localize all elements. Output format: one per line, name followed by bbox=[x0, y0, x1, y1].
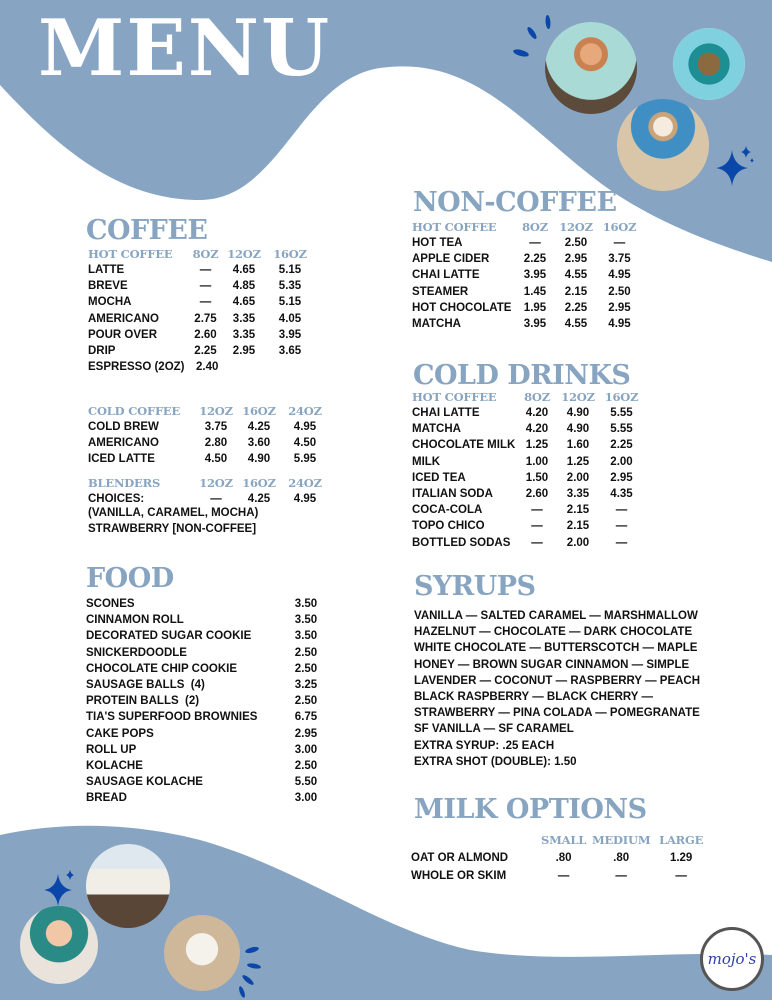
syrups-list bbox=[414, 608, 700, 770]
table-row: TIA'S SUPERFOOD BROWNIES 6.75 bbox=[86, 711, 318, 724]
table-header: HOT COFFEE 8OZ 12OZ 16OZ bbox=[412, 220, 637, 234]
table-row: KOLACHE 2.50 bbox=[86, 759, 318, 772]
table-row: AMERICANO 2.75 3.35 4.05 bbox=[88, 312, 302, 325]
table-row: ITALIAN SODA 2.60 3.35 4.35 bbox=[412, 488, 633, 501]
table-row: SNICKERDOODLE 2.50 bbox=[86, 646, 318, 659]
syrup-line: BLACK RASPBERRY — BLACK CHERRY — bbox=[414, 691, 653, 704]
syrup-line: VANILLA — SALTED CARAMEL — MARSHMALLOW bbox=[414, 610, 698, 622]
table-row: CHOCOLATE CHIP COOKIE 2.50 bbox=[86, 662, 318, 675]
table-row: DECORATED SUGAR COOKIE 3.50 bbox=[86, 630, 318, 643]
cold-coffee-table bbox=[88, 403, 328, 468]
table-row: CAKE POPS 2.95 bbox=[86, 727, 318, 740]
table-row: LATTE — 4.65 5.15 bbox=[88, 264, 302, 277]
syrup-line: HAZELNUT — CHOCOLATE — DARK CHOCOLATE bbox=[414, 626, 693, 639]
hot-coffee-table bbox=[88, 246, 315, 375]
table-row: MATCHA 4.20 4.90 5.55 bbox=[412, 423, 633, 436]
table-row: HOT TEA — 2.50 — bbox=[412, 237, 626, 250]
logo-text: mojo's bbox=[707, 950, 757, 968]
table-row: ROLL UP 3.00 bbox=[86, 743, 318, 756]
syrup-line: LAVENDER — COCONUT — RASPBERRY — PEACH bbox=[414, 674, 701, 687]
syrups-heading: SYRUPS bbox=[414, 571, 536, 602]
table-row: PROTEIN BALLS (2) 2.50 bbox=[86, 695, 318, 708]
mojos-logo bbox=[700, 927, 764, 991]
table-row: DRIP 2.25 2.95 3.65 bbox=[88, 345, 302, 358]
table-row: CHOCOLATE MILK 1.25 1.60 2.25 bbox=[412, 439, 633, 452]
sparkle-icon-top bbox=[712, 142, 758, 188]
table-header: HOT COFFEE 8OZ 12OZ 16OZ bbox=[412, 390, 639, 404]
table-row: WHOLE OR SKIM — — — bbox=[411, 870, 687, 883]
table-row: BREVE — 4.85 5.35 bbox=[88, 280, 302, 293]
barista-photo bbox=[545, 22, 637, 114]
table-row: TOPO CHICO — 2.15 — bbox=[412, 520, 628, 533]
table-row: COCA-COLA — 2.15 — bbox=[412, 504, 628, 517]
table-row: CINNAMON ROLL 3.50 bbox=[86, 614, 318, 627]
syrup-line: SF VANILLA — SF CARAMEL bbox=[414, 723, 574, 736]
coffee-heading: COFFEE bbox=[86, 215, 208, 246]
table-row: HOT CHOCOLATE 1.95 2.25 2.95 bbox=[412, 301, 631, 314]
table-row: BOTTLED SODAS — 2.00 — bbox=[412, 536, 628, 549]
child-photo bbox=[20, 906, 98, 984]
table-row: COLD BREW 3.75 4.25 4.95 bbox=[88, 421, 317, 434]
pastry-photo bbox=[673, 28, 745, 100]
table-row: SAUSAGE KOLACHE 5.50 bbox=[86, 776, 318, 789]
table-row: STEAMER 1.45 2.15 2.50 bbox=[412, 285, 631, 298]
food-heading: FOOD bbox=[86, 563, 174, 594]
food-table bbox=[86, 596, 326, 806]
cold-drinks-table bbox=[412, 389, 644, 551]
table-row: AMERICANO 2.80 3.60 4.50 bbox=[88, 437, 317, 450]
iced-drink-photo bbox=[164, 915, 240, 991]
table-row: OAT OR ALMOND .80 .80 1.29 bbox=[411, 852, 693, 864]
table-row: APPLE CIDER 2.25 2.95 3.75 bbox=[412, 253, 631, 266]
table-row: BREAD 3.00 bbox=[86, 792, 318, 805]
extra-syrup-price: EXTRA SYRUP: .25 EACH bbox=[414, 739, 555, 752]
blenders-note-flavors: (VANILLA, CARAMEL, MOCHA) bbox=[88, 507, 259, 519]
table-row: ICED TEA 1.50 2.00 2.95 bbox=[412, 471, 633, 484]
menu-title: MENU bbox=[38, 3, 332, 94]
table-row: MOCHA — 4.65 5.15 bbox=[88, 296, 302, 309]
table-row: SAUSAGE BALLS (4) 3.25 bbox=[86, 679, 318, 692]
milk-options-table bbox=[411, 832, 706, 884]
table-row: MILK 1.00 1.25 2.00 bbox=[412, 455, 633, 468]
extra-shot-price: EXTRA SHOT (DOUBLE): 1.50 bbox=[414, 755, 577, 768]
sparkle-icon-bottom bbox=[42, 868, 82, 908]
table-row: MATCHA 3.95 4.55 4.95 bbox=[412, 318, 631, 331]
table-row: CHAI LATTE 4.20 4.90 5.55 bbox=[412, 407, 633, 420]
non-coffee-table bbox=[412, 219, 642, 332]
syrup-line: WHITE CHOCOLATE — BUTTERSCOTCH — MAPLE bbox=[414, 642, 698, 655]
milk-options-heading: MILK OPTIONS bbox=[414, 794, 647, 825]
table-row: POUR OVER 2.60 3.35 3.95 bbox=[88, 328, 302, 341]
cold-drinks-heading: COLD DRINKS bbox=[413, 360, 631, 391]
storefront-photo bbox=[86, 844, 170, 928]
non-coffee-heading: NON-COFFEE bbox=[413, 187, 617, 218]
blenders-table bbox=[88, 475, 328, 507]
syrup-line: STRAWBERRY — PINA COLADA — POMEGRANATE bbox=[414, 707, 700, 720]
table-row: SCONES 3.50 bbox=[86, 598, 318, 611]
table-row: ICED LATTE 4.50 4.90 5.95 bbox=[88, 453, 317, 466]
table-row: CHAI LATTE 3.95 4.55 4.95 bbox=[412, 269, 631, 282]
table-row: CHOICES: — 4.25 4.95 bbox=[88, 493, 317, 506]
blenders-note-strawberry: STRAWBERRY [NON-COFFEE] bbox=[88, 523, 257, 535]
table-header: COLD COFFEE 12OZ 16OZ 24OZ bbox=[88, 404, 322, 418]
table-header: BLENDERS 12OZ 16OZ 24OZ bbox=[88, 476, 322, 490]
table-header: HOT COFFEE 8OZ 12OZ 16OZ bbox=[88, 247, 307, 261]
table-header: SMALL MEDIUM LARGE bbox=[541, 833, 704, 847]
syrup-line: HONEY — BROWN SUGAR CINNAMON — SIMPLE bbox=[414, 658, 690, 671]
table-row: ESPRESSO (2OZ) 2.40 bbox=[88, 361, 219, 374]
latte-mug-photo bbox=[617, 99, 709, 191]
